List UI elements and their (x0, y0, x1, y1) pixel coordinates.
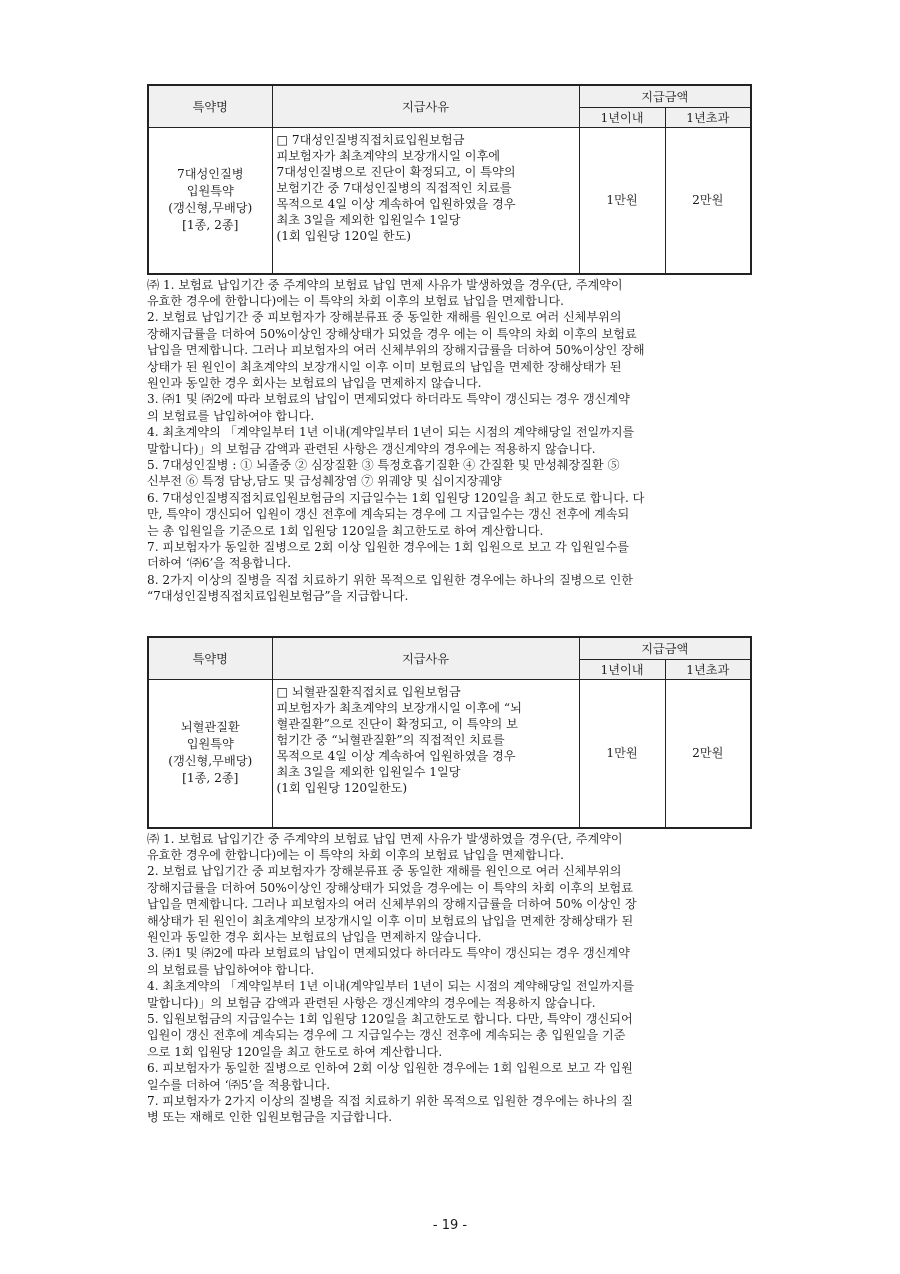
rider-name-line: 입원특약 (186, 737, 234, 752)
note-line: “7대성인질병직접치료입원보험금”을 지급합니다. (147, 589, 409, 604)
rider-section-2 (147, 636, 750, 1126)
rider-name-line: [1종, 2종] (182, 218, 239, 233)
rider-notes-2 (147, 831, 750, 1126)
reason-line: 피보험자가 최초계약의 보장개시일 이후에 “뇌 (276, 701, 522, 715)
note-line: 는 총 입원일을 기준으로 1회 입원당 120일을 최고한도로 하여 계산합니다. (147, 523, 544, 538)
col-header-payment-reason: 지급사유 (272, 85, 579, 128)
rider-section-1 (147, 84, 750, 605)
rider-notes-1 (147, 277, 750, 605)
rider-name-line: [1종, 2종] (182, 771, 239, 786)
col-header-over-1-year: 1년초과 (665, 108, 751, 128)
note-line: 납입을 면제합니다. 그러나 피보험자의 여러 신체부위의 장해지급률을 더하여 50%이상인 장해 (147, 343, 645, 358)
rider-name-line: 7대성인질병 (176, 167, 244, 182)
note-line: 2. 보험료 납입기간 중 피보험자가 장해분류표 중 동일한 재해를 원인으로 여러 신체부위의 (147, 310, 622, 325)
note-line: 7. 피보험자가 2가지 이상의 질병을 직접 치료하기 위한 목적으로 입원한 경우에는 하나의 질 (147, 1094, 633, 1108)
note-line: 장해지급률을 더하여 50%이상인 장해상태가 되었을 경우에는 이 특약의 차회 이후의 보험료 (147, 880, 633, 895)
col-header-payment-amount: 지급금액 (579, 85, 751, 108)
note-line: 만, 특약이 갱신되어 입원이 갱신 전후에 계속되는 경우에 그 지급일수는 갱신 전후에 계속되 (147, 507, 630, 522)
page-number: - 19 - (432, 1218, 468, 1233)
reason-line: □ 뇌혈관질환직접치료 입원보험금 (276, 685, 461, 699)
reason-line: (1회 입원당 120일한도) (276, 781, 408, 795)
note-line: 말합니다)」의 보험금 감액과 관련된 사항은 갱신계약의 경우에는 적용하지 않습니다. (147, 441, 596, 456)
note-line: 7. 피보험자가 동일한 질병으로 2회 이상 입원한 경우에는 1회 입원으로 보고 각 입원일수를 (147, 540, 629, 554)
col-header-rider-name: 특약명 (148, 637, 272, 680)
note-line: 5. 7대성인질병 : ① 뇌졸중 ② 심장질환 ③ 특정호흡기질환 ④ 간질환 및 만성췌장질환 ⑤ (147, 457, 620, 472)
payment-reason-cell (272, 128, 579, 274)
note-line: 원인과 동일한 경우 회사는 보험료의 납입을 면제하지 않습니다. (147, 929, 482, 944)
amount-within-1-year: 1만원 (579, 680, 665, 828)
note-line: 유효한 경우에 한합니다)에는 이 특약의 차회 이후의 보험료 납입을 면제합니다. (147, 847, 565, 862)
note-line: 해상태가 된 원인이 최초계약의 보장개시일 이후 이미 보험료의 납입을 면제한 장해상태가 된 (147, 913, 634, 928)
col-header-rider-name: 특약명 (148, 85, 272, 128)
note-line: 8. 2가지 이상의 질병을 직접 치료하기 위한 목적으로 입원한 경우에는 하나의 질병으로 인한 (147, 572, 633, 587)
note-line: 말합니다)」의 보험금 감액과 관련된 사항은 갱신계약의 경우에는 적용하지 않습니다. (147, 995, 596, 1010)
note-line: ㈜ 1. 보험료 납입기간 중 주계약의 보험료 납입 면제 사유가 발생하였을 경우(단, 주계약이 (147, 831, 623, 846)
rider-name-line: 입원특약 (186, 184, 234, 199)
rider-name-line: (갱신형,무배당) (168, 201, 253, 216)
reason-line: □ 7대성인질병직접치료입원보험금 (276, 133, 465, 147)
col-header-within-1-year: 1년이내 (579, 660, 665, 680)
rider-table-2 (147, 636, 752, 829)
amount-over-1-year: 2만원 (665, 680, 751, 828)
note-line: 3. ㈜1 및 ㈜2에 따라 보험료의 납입이 면제되었다 하더라도 특약이 갱신되는 경우 갱신계약 (147, 392, 630, 407)
reason-line: 7대성인질병으로 진단이 확정되고, 이 특약의 (276, 165, 516, 179)
rider-name-cell (148, 128, 272, 274)
rider-name-cell (148, 680, 272, 828)
rider-table-1 (147, 84, 752, 275)
note-line: 5. 입원보험금의 지급일수는 1회 입원당 120일을 최고한도로 합니다. 다만, 특약이 갱신되어 (147, 1011, 633, 1026)
note-line: 장해지급률을 더하여 50%이상인 장해상태가 되었을 경우 에는 이 특약의 차회 이후의 보험료 (147, 326, 637, 341)
note-line: 4. 최초계약의 「계약일부터 1년 이내(계약일부터 1년이 되는 시점의 계약해당일 전일까지를 (147, 425, 635, 440)
note-line: 상태가 된 원인이 최초계약의 보장개시일 이후 이미 보험료의 납입을 면제한 장해상태가 된 (147, 359, 622, 374)
note-line: 의 보험료를 납입하여야 합니다. (147, 962, 315, 977)
col-header-over-1-year: 1년초과 (665, 660, 751, 680)
note-line: 의 보험료를 납입하여야 합니다. (147, 408, 315, 423)
reason-line: (1회 입원당 120일 한도) (276, 229, 412, 243)
reason-line: 목적으로 4일 이상 계속하여 입원하였을 경우 (276, 197, 516, 211)
col-header-payment-reason: 지급사유 (272, 637, 579, 680)
note-line: 6. 7대성인질병직접치료입원보험금의 지급일수는 1회 입원당 120일을 최고 한도로 합니다. 다 (147, 490, 645, 505)
col-header-payment-amount: 지급금액 (579, 637, 751, 660)
reason-line: 목적으로 4일 이상 계속하여 입원하였을 경우 (276, 749, 516, 763)
note-line: 으로 1회 입원당 120일을 최고 한도로 하여 계산합니다. (147, 1044, 443, 1059)
note-line: 유효한 경우에 한합니다)에는 이 특약의 차회 이후의 보험료 납입을 면제합니다. (147, 293, 565, 308)
note-line: 일수를 더하여 ‘㈜5’을 적용합니다. (147, 1077, 331, 1092)
col-header-within-1-year: 1년이내 (579, 108, 665, 128)
amount-over-1-year: 2만원 (665, 128, 751, 274)
note-line: 3. ㈜1 및 ㈜2에 따라 보험료의 납입이 면제되었다 하더라도 특약이 갱신되는 경우 갱신계약 (147, 946, 630, 961)
reason-line: 피보험자가 최초계약의 보장개시일 이후에 (276, 149, 501, 163)
reason-line: 험기간 중 “뇌혈관질환”의 직접적인 치료를 (276, 733, 505, 747)
amount-within-1-year: 1만원 (579, 128, 665, 274)
payment-reason-cell (272, 680, 579, 828)
note-line: 6. 피보험자가 동일한 질병으로 인하여 2회 이상 입원한 경우에는 1회 입원으로 보고 각 입원 (147, 1061, 633, 1076)
note-line: 입원이 갱신 전후에 계속되는 경우에 그 지급일수는 갱신 전후에 계속되는 총 입원일을 기준 (147, 1028, 626, 1043)
note-line: 4. 최초계약의 「계약일부터 1년 이내(계약일부터 1년이 되는 시점의 계약해당일 전일까지를 (147, 979, 635, 994)
rider-name-line: 뇌혈관질환 (180, 720, 240, 735)
note-line: 병 또는 재해로 인한 입원보험금을 지급합니다. (147, 1110, 393, 1125)
reason-line: 최초 3일을 제외한 입원일수 1일당 (276, 213, 461, 227)
note-line: 더하여 ‘㈜6’을 적용합니다. (147, 556, 292, 571)
note-line: ㈜ 1. 보험료 납입기간 중 주계약의 보험료 납입 면제 사유가 발생하였을 경우(단, 주계약이 (147, 277, 623, 292)
note-line: 납입을 면제합니다. 그러나 피보험자의 여러 신체부위의 장해지급률을 더하여 50% 이상인 장 (147, 897, 637, 912)
note-line: 원인과 동일한 경우 회사는 보험료의 납입을 면제하지 않습니다. (147, 375, 482, 390)
rider-name-line: (갱신형,무배당) (168, 754, 253, 769)
note-line: 2. 보험료 납입기간 중 피보험자가 장해분류표 중 동일한 재해를 원인으로 여러 신체부위의 (147, 864, 622, 879)
reason-line: 보험기간 중 7대성인질병의 직접적인 치료를 (276, 181, 512, 195)
reason-line: 혈관질환”으로 진단이 확정되고, 이 특약의 보 (276, 717, 518, 731)
reason-line: 최초 3일을 제외한 입원일수 1일당 (276, 765, 461, 779)
note-line: 신부전 ⑥ 특정 담낭,담도 및 급성췌장염 ⑦ 위궤양 및 십이지장궤양 (147, 474, 502, 489)
